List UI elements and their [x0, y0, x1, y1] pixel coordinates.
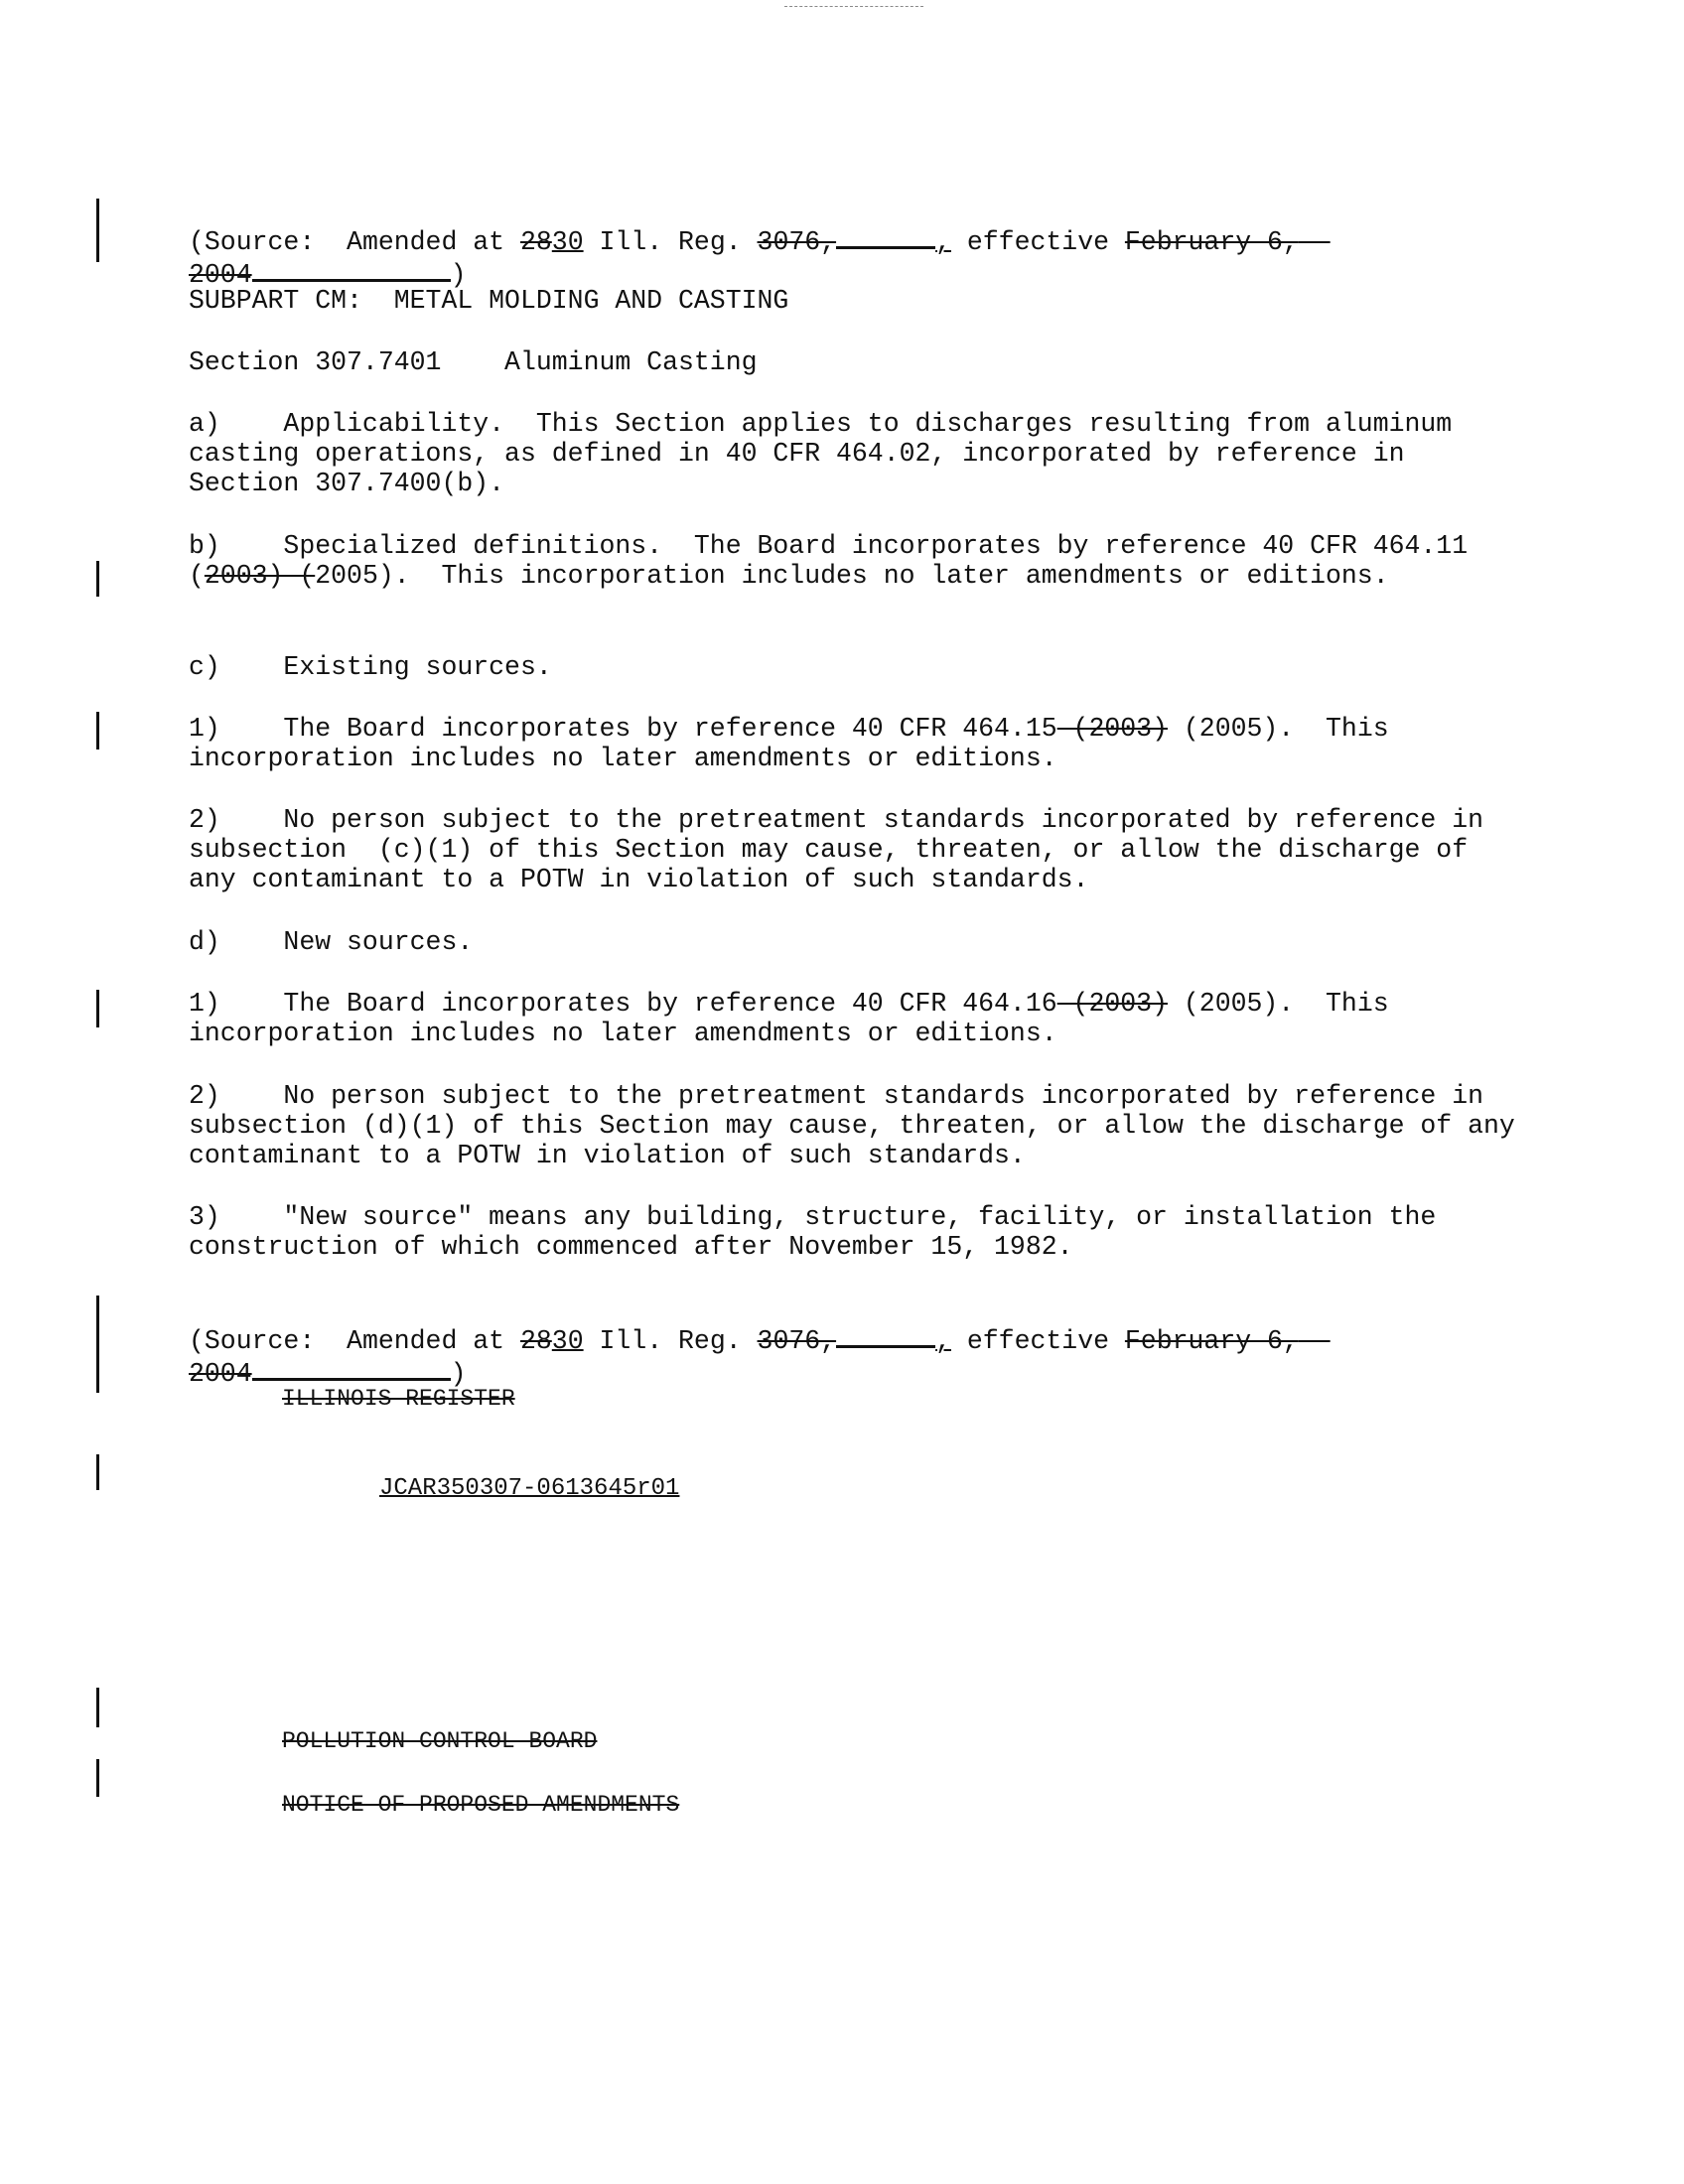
effective-label: effective: [966, 227, 1109, 257]
para-b-tail: 2005). This incorporation includes no later amendments or editions.: [315, 561, 1389, 591]
amended-label: Amended at: [347, 227, 505, 257]
para-b-lead: b) Specialized definitions. The Board incorporates by reference 40 CFR 464.11 (: [189, 531, 1484, 591]
paragraph-d2: 2) No person subject to the pretreatment standards incorporated by reference in subsection (d)(1) of this Section may cause, threaten, or allow the discharge of any contaminant to a POTW in violation of such standards.: [189, 1081, 1531, 1170]
para-b-struck: 2003) (: [204, 561, 316, 591]
struck-page: 3076,: [757, 227, 837, 257]
revision-bar: [96, 561, 99, 597]
struck-date: February 6,: [1124, 1326, 1299, 1356]
section-heading: Section 307.7401 Aluminum Casting: [189, 347, 758, 377]
revision-bar: [96, 199, 99, 262]
para-c1-lead: 1) The Board incorporates by reference 40 CFR 464.15: [189, 714, 1057, 744]
blank-page: [836, 1323, 935, 1348]
top-scan-line: [784, 6, 923, 8]
struck-volume: 28: [519, 227, 552, 257]
struck-date: February 6,: [1124, 227, 1299, 257]
para-d1-struck: (2003): [1056, 989, 1168, 1019]
source-label: (Source:: [189, 1326, 316, 1356]
inserted-volume: 30: [551, 1326, 584, 1356]
source-label: (Source:: [189, 227, 316, 257]
source-note-top: [189, 195, 1519, 290]
revision-bar: [96, 1454, 99, 1490]
paragraph-c2: 2) No person subject to the pretreatment standards incorporated by reference in subsection (c)(1) of this Section may cause, threaten, or allow the discharge of any contaminant to a POTW in violation of such standards.: [189, 805, 1499, 894]
paragraph-b: [189, 531, 1519, 591]
struck-year: 2004: [189, 1359, 252, 1389]
struck-page: 3076,: [757, 1326, 837, 1356]
subpart-heading: SUBPART CM: METAL MOLDING AND CASTING: [189, 286, 789, 316]
document-code: [379, 1444, 1684, 1504]
notice-header-text: NOTICE OF PROPOSED AMENDMENTS: [282, 1792, 680, 1818]
reg-label: Ill. Reg.: [599, 227, 742, 257]
paragraph-d: d) New sources.: [189, 927, 474, 957]
struck-year: 2004: [189, 260, 252, 290]
paragraph-d3: 3) "New source" means any building, structure, facility, or installation the construction of which commenced after November 15, 1982.: [189, 1202, 1453, 1262]
document-code-text: JCAR350307-0613645r01: [379, 1475, 680, 1502]
revision-bar: [96, 1296, 99, 1393]
revision-bar: [96, 990, 99, 1027]
source-close: ): [450, 260, 467, 290]
register-header: [282, 1354, 1613, 1414]
inserted-volume: 30: [551, 227, 584, 257]
revision-bar: [96, 712, 99, 750]
inserted-comma: ,: [935, 1326, 951, 1356]
para-d1-lead: 1) The Board incorporates by reference 40 CFR 464.16: [189, 989, 1057, 1019]
para-c1-struck: (2003): [1056, 714, 1168, 744]
board-header: [282, 1697, 1613, 1756]
blank-page: [836, 224, 935, 249]
para-d1-tail: (2005). This incorporation includes no later amendments or editions.: [189, 989, 1405, 1048]
inserted-comma: ,: [935, 227, 951, 257]
revision-bar: [96, 1688, 99, 1727]
amended-label: Amended at: [347, 1326, 505, 1356]
paragraph-a: a) Applicability. This Section applies to discharges resulting from aluminum casting operations, as defined in 40 CFR 464.02, incorporated by reference in Section 307.7400(b).: [189, 409, 1469, 498]
reg-label: Ill. Reg.: [599, 1326, 742, 1356]
revision-bar: [96, 1759, 99, 1797]
para-c1-tail: (2005). This incorporation includes no later amendments or editions.: [189, 714, 1405, 773]
notice-header: [282, 1760, 1613, 1820]
paragraph-c1: [189, 714, 1519, 773]
board-header-text: POLLUTION CONTROL BOARD: [282, 1728, 598, 1754]
register-header-text: ILLINOIS REGISTER: [282, 1386, 515, 1412]
effective-label: effective: [966, 1326, 1109, 1356]
paragraph-c: c) Existing sources.: [189, 652, 552, 682]
paragraph-d1: [189, 989, 1519, 1048]
struck-volume: 28: [519, 1326, 552, 1356]
source-close: ): [450, 1359, 467, 1389]
blank-date: [252, 257, 451, 282]
